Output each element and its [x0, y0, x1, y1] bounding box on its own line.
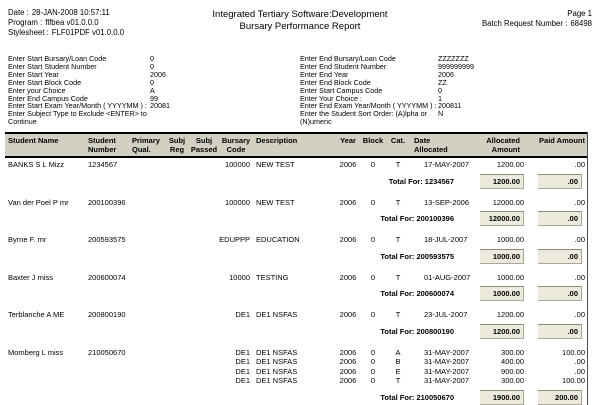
cell-subj-passed [190, 376, 218, 386]
program-label: Program : [8, 18, 43, 27]
cell-year: 2006 [339, 160, 357, 170]
cell-description: TESTING [256, 272, 289, 282]
student-group [5, 310, 587, 339]
cell-date-allocated: 31-MAY-2007 [424, 366, 470, 376]
cell-description: DE1 NSFAS [256, 366, 298, 376]
group-total-row [5, 390, 587, 405]
cell-primary-qual [130, 367, 164, 377]
cell-student-number: 210050670 [88, 347, 126, 357]
cell-subj-passed [190, 160, 218, 170]
table-row [5, 310, 587, 320]
header-line: Student Name [8, 136, 59, 146]
parameter-value: 99 [150, 93, 158, 103]
cell-category: A [395, 347, 401, 357]
cell-category: T [395, 197, 401, 207]
group-total-row [5, 211, 587, 226]
cell-description: EDUCATION [256, 235, 300, 245]
cell-paid-amount: .00 [574, 272, 585, 282]
cell-block: 0 [370, 347, 376, 357]
total-allocated-cell [480, 174, 538, 189]
cell-bursary-code: DE1 [235, 357, 250, 367]
parameter-label: Enter Start Campus Code [300, 85, 383, 95]
cell-subj-passed [190, 367, 218, 377]
parameter-label: Enter End Student Number [300, 61, 387, 71]
cell-date-allocated: 01-AUG-2007 [424, 272, 471, 282]
cell-subj-passed [190, 198, 218, 208]
cell-bursary-code: DE1 [235, 376, 250, 386]
cell-date-allocated: 31-MAY-2007 [424, 357, 470, 367]
cell-student-number [86, 376, 130, 386]
cell-paid-amount: .00 [574, 197, 585, 207]
column-header-description [254, 136, 334, 154]
total-label: Total For: 210050670 [380, 392, 454, 402]
parameter-value: ZZZZZZZ [438, 54, 469, 63]
total-label: Total For: 1234567 [388, 176, 454, 186]
parameter-label: Enter Start Block Code [8, 77, 82, 87]
cell-student-name: BANKS S L Mizz [8, 160, 64, 170]
cell-bursary-code: DE1 [235, 366, 250, 376]
cell-student-name: Byrne F. mr [8, 235, 47, 245]
cell-year: 2006 [339, 357, 357, 367]
cell-paid-amount: .00 [574, 310, 585, 320]
total-allocated-box: 12000.00 [480, 211, 524, 226]
cell-category: B [395, 357, 401, 367]
total-paid-cell [538, 211, 588, 226]
cell-subj-passed [190, 357, 218, 367]
cell-student-number: 200600074 [88, 272, 126, 282]
parameter-label: Enter Start Bursary/Loan Code [8, 54, 107, 63]
cell-allocated-amount: 12000.00 [492, 197, 524, 207]
cell-date-allocated: 31-MAY-2007 [424, 347, 470, 357]
cell-paid-amount: .00 [574, 235, 585, 245]
cell-date-allocated: 18-JUL-2007 [424, 235, 468, 245]
cell-block: 0 [370, 376, 376, 386]
cell-year: 2006 [339, 347, 357, 357]
column-header-student-name [8, 136, 86, 154]
header-line: Reg [169, 145, 185, 155]
parameter-value: 200811 [438, 101, 462, 111]
cell-year: 2006 [339, 272, 357, 282]
parameter-label: Enter End Bursary/Loan Code [300, 54, 396, 63]
report-table [5, 132, 588, 405]
parameter-value: 2006 [438, 69, 454, 79]
page-meta-block [430, 8, 592, 38]
cell-paid-amount: 100.00 [562, 347, 585, 357]
table-row [5, 273, 587, 283]
cell-bursary-code: 100000 [224, 160, 250, 170]
student-group [5, 160, 587, 189]
cell-subj-reg [164, 376, 190, 386]
date-label: Date : [8, 8, 29, 17]
total-label: Total For: 200800190 [380, 326, 454, 336]
total-allocated-cell [480, 249, 538, 264]
cell-subj-reg [164, 367, 190, 377]
total-allocated-box: 1000.00 [480, 249, 524, 264]
cell-student-number [86, 357, 130, 367]
cell-student-number: 1234567 [88, 160, 118, 170]
parameter-label: Enter Your Choice : [300, 93, 362, 103]
batch-request-value: 68498 [570, 19, 592, 28]
cell-bursary-code: DE1 [235, 310, 250, 320]
cell-bursary-code: 10000 [229, 272, 250, 282]
cell-student-number: 200593575 [88, 235, 126, 245]
cell-block: 0 [370, 197, 376, 207]
total-label: Total For: 200593575 [380, 251, 454, 261]
cell-block: 0 [370, 366, 376, 376]
header-line: Date [414, 136, 431, 146]
cell-subj-passed [190, 273, 218, 283]
parameter-value: ZZ [438, 77, 447, 87]
student-group [5, 235, 587, 264]
column-header-primary-qual [130, 136, 164, 154]
cell-category: T [395, 160, 401, 170]
cell-date-allocated: 13-SEP-2006 [424, 197, 470, 207]
total-allocated-cell [480, 390, 538, 405]
parameter-label: Enter Start Exam Year/Month ( YYYYMM ) : [8, 101, 147, 111]
header-line: Bursary [221, 136, 251, 146]
cell-year: 2006 [339, 235, 357, 245]
student-group [5, 198, 587, 227]
header-line: Code [226, 145, 246, 155]
cell-year: 2006 [339, 376, 357, 386]
total-paid-box: .00 [538, 174, 582, 189]
cell-bursary-code: DE1 [235, 347, 250, 357]
program-value: flfbea v01.0.0.0 [45, 18, 99, 27]
cell-block: 0 [370, 272, 376, 282]
cell-paid-amount: .00 [574, 160, 585, 170]
cell-subj-reg [164, 348, 190, 358]
parameter-label: Enter Start Student Number [8, 61, 97, 71]
table-row [5, 160, 587, 170]
cell-primary-qual [130, 357, 164, 367]
cell-student-name: Baxter J miss [8, 272, 54, 282]
cell-date-allocated: 17-MAY-2007 [424, 160, 470, 170]
parameter-value: 0 [150, 54, 154, 63]
total-paid-box: 200.00 [538, 390, 582, 405]
column-header-subj-reg [164, 136, 190, 154]
cell-category: T [395, 272, 401, 282]
column-header-cat [384, 136, 412, 154]
header-line: Allocated [486, 136, 520, 146]
parameter-value: 0 [438, 85, 442, 95]
cell-allocated-amount: 1000.00 [496, 235, 524, 245]
table-row [5, 367, 587, 377]
parameter-label: Enter Start Year [8, 69, 59, 79]
cell-category: E [395, 366, 401, 376]
cell-allocated-amount: 1200.00 [496, 160, 524, 170]
cell-subj-reg [164, 160, 190, 170]
cell-block: 0 [370, 310, 376, 320]
parameter-row [8, 110, 300, 126]
cell-student-number: 200800190 [88, 310, 126, 320]
group-total-row [5, 324, 587, 339]
cell-description: DE1 NSFAS [256, 376, 298, 386]
total-allocated-cell [480, 286, 538, 301]
header-line: Subj [195, 136, 213, 146]
header-line: Amount [491, 145, 520, 155]
program-line [8, 18, 170, 28]
header-line: Block [362, 136, 384, 146]
batch-request-line [430, 19, 592, 29]
total-paid-cell [538, 249, 588, 264]
column-header-paid-amount [538, 136, 588, 154]
total-label: Total For: 200600074 [380, 289, 454, 299]
total-paid-box: .00 [538, 286, 582, 301]
cell-category: T [395, 235, 401, 245]
cell-student-name [8, 376, 86, 386]
parameter-label: Enter Subject Type to Exclude <ENTER> to Continue [8, 109, 147, 127]
column-header-allocated-amount [480, 136, 538, 154]
cell-subj-reg [164, 198, 190, 208]
parameters-left-column [8, 55, 300, 126]
cell-subj-passed [190, 235, 218, 245]
cell-student-name: Van der Poel P mr [8, 197, 69, 207]
cell-allocated-amount: 1000.00 [496, 272, 524, 282]
column-header-bursary-code [218, 136, 254, 154]
table-row [5, 348, 587, 358]
header-line: Year [340, 136, 356, 146]
parameter-value: 20081 [150, 101, 170, 111]
cell-date-allocated: 31-MAY-2007 [424, 376, 470, 386]
cell-primary-qual [130, 198, 164, 208]
table-row [5, 376, 587, 386]
cell-student-name [8, 367, 86, 377]
parameter-value: 1 [438, 93, 442, 103]
cell-subj-reg [164, 310, 190, 320]
cell-student-number [86, 367, 130, 377]
total-allocated-box: 1200.00 [480, 324, 524, 339]
cell-bursary-code: 100000 [224, 197, 250, 207]
total-paid-cell [538, 174, 588, 189]
student-group [5, 348, 587, 405]
report-header [0, 0, 600, 38]
total-allocated-cell [480, 211, 538, 226]
parameter-label: Enter End Block Code [300, 77, 371, 87]
total-paid-cell [538, 286, 588, 301]
cell-student-number: 200100396 [88, 197, 126, 207]
cell-allocated-amount: 300.00 [501, 347, 524, 357]
header-line: Student [88, 136, 116, 146]
parameter-label: Enter End Campus Code [8, 93, 88, 103]
total-paid-box: .00 [538, 249, 582, 264]
column-header-block [362, 136, 384, 154]
total-paid-box: .00 [538, 324, 582, 339]
total-paid-cell [538, 390, 588, 405]
cell-description: DE1 NSFAS [256, 357, 298, 367]
group-total-row [5, 286, 587, 301]
total-allocated-box: 1900.00 [480, 390, 524, 405]
cell-block: 0 [370, 357, 376, 367]
parameters-panel [8, 55, 600, 126]
header-line: Allocated [414, 145, 448, 155]
cell-category: T [395, 376, 401, 386]
cell-block: 0 [370, 235, 376, 245]
batch-request-label: Batch Request Number : [481, 19, 568, 28]
parameter-value: 2006 [150, 69, 166, 79]
parameter-label: Enter End Year [300, 69, 349, 79]
cell-primary-qual [130, 235, 164, 245]
cell-subj-reg [164, 357, 190, 367]
cell-paid-amount: 100.00 [562, 376, 585, 386]
cell-primary-qual [130, 160, 164, 170]
stylesheet-value: FLF01PDF v01.0.0.0 [51, 28, 125, 37]
header-line: Qual. [132, 145, 151, 155]
cell-subj-reg [164, 235, 190, 245]
report-title-block [170, 8, 430, 38]
cell-description: NEW TEST [256, 197, 295, 207]
student-group [5, 273, 587, 302]
total-allocated-cell [480, 324, 538, 339]
cell-description: NEW TEST [256, 160, 295, 170]
cell-block: 0 [370, 160, 376, 170]
cell-subj-reg [164, 273, 190, 283]
header-line: Description [256, 136, 298, 146]
cell-primary-qual [130, 348, 164, 358]
cell-allocated-amount: 900.00 [501, 366, 524, 376]
cell-paid-amount: .00 [574, 366, 585, 376]
cell-description: DE1 NSFAS [256, 310, 298, 320]
column-header-date-allocated [412, 136, 480, 154]
stylesheet-label: Stylesheet : [8, 28, 49, 37]
report-title: Integrated Tertiary Software:Development [212, 9, 388, 20]
table-header [5, 132, 587, 158]
header-line: Passed [190, 145, 218, 155]
header-line: Cat. [390, 136, 406, 146]
parameter-value: 0 [150, 61, 154, 71]
date-value: 28-JAN-2008 10:57:11 [31, 8, 110, 17]
cell-paid-amount: .00 [574, 357, 585, 367]
parameter-value: 999999999 [438, 61, 474, 71]
cell-primary-qual [130, 310, 164, 320]
header-line: Subj [168, 136, 186, 146]
total-paid-box: .00 [538, 211, 582, 226]
report-meta-block [8, 8, 170, 38]
cell-bursary-code: EDUPPP [219, 235, 250, 245]
cell-allocated-amount: 300.00 [501, 376, 524, 386]
group-total-row [5, 249, 587, 264]
parameter-value: 0 [150, 77, 154, 87]
table-body [5, 158, 587, 405]
cell-year: 2006 [339, 366, 357, 376]
parameter-label: Enter the Student Sort Order: (A)lpha or (N)umeric [300, 109, 428, 127]
cell-student-name: Terblanche A ME [8, 310, 65, 320]
cell-subj-passed [190, 348, 218, 358]
cell-allocated-amount: 400.00 [501, 357, 524, 367]
report-subtitle: Bursary Performance Report [239, 20, 361, 32]
cell-subj-passed [190, 310, 218, 320]
date-line [8, 8, 170, 18]
stylesheet-line [8, 28, 170, 38]
group-total-row [5, 174, 587, 189]
parameter-row [300, 110, 596, 126]
cell-year: 2006 [339, 197, 357, 207]
cell-description: DE1 NSFAS [256, 347, 298, 357]
cell-date-allocated: 23-JUL-2007 [424, 310, 468, 320]
cell-year: 2006 [339, 310, 357, 320]
total-label: Total For: 200100396 [380, 214, 454, 224]
header-line: Primary [132, 136, 160, 146]
parameters-right-column [300, 55, 596, 126]
column-header-student-number [86, 136, 130, 154]
cell-student-name: Momberg L miss [8, 347, 64, 357]
total-allocated-box: 1000.00 [480, 286, 524, 301]
table-row [5, 198, 587, 208]
parameter-label: Enter End Exam Year/Month ( YYYYMM ) : [300, 101, 437, 111]
parameter-value: A [150, 85, 155, 95]
cell-student-name [8, 357, 86, 367]
header-line: Number [88, 145, 117, 155]
cell-category: T [395, 310, 401, 320]
table-row [5, 357, 587, 367]
page-number: Page 1 [567, 9, 592, 18]
cell-primary-qual [130, 273, 164, 283]
parameter-label: Enter your Choice [8, 85, 66, 95]
cell-primary-qual [130, 376, 164, 386]
column-header-year [334, 136, 362, 154]
total-allocated-box: 1200.00 [480, 174, 524, 189]
header-line: Paid Amount [539, 136, 585, 146]
table-row [5, 235, 587, 245]
column-header-subj-passed [190, 136, 218, 154]
total-paid-cell [538, 324, 588, 339]
parameter-value: N [438, 109, 444, 119]
cell-allocated-amount: 1200.00 [496, 310, 524, 320]
